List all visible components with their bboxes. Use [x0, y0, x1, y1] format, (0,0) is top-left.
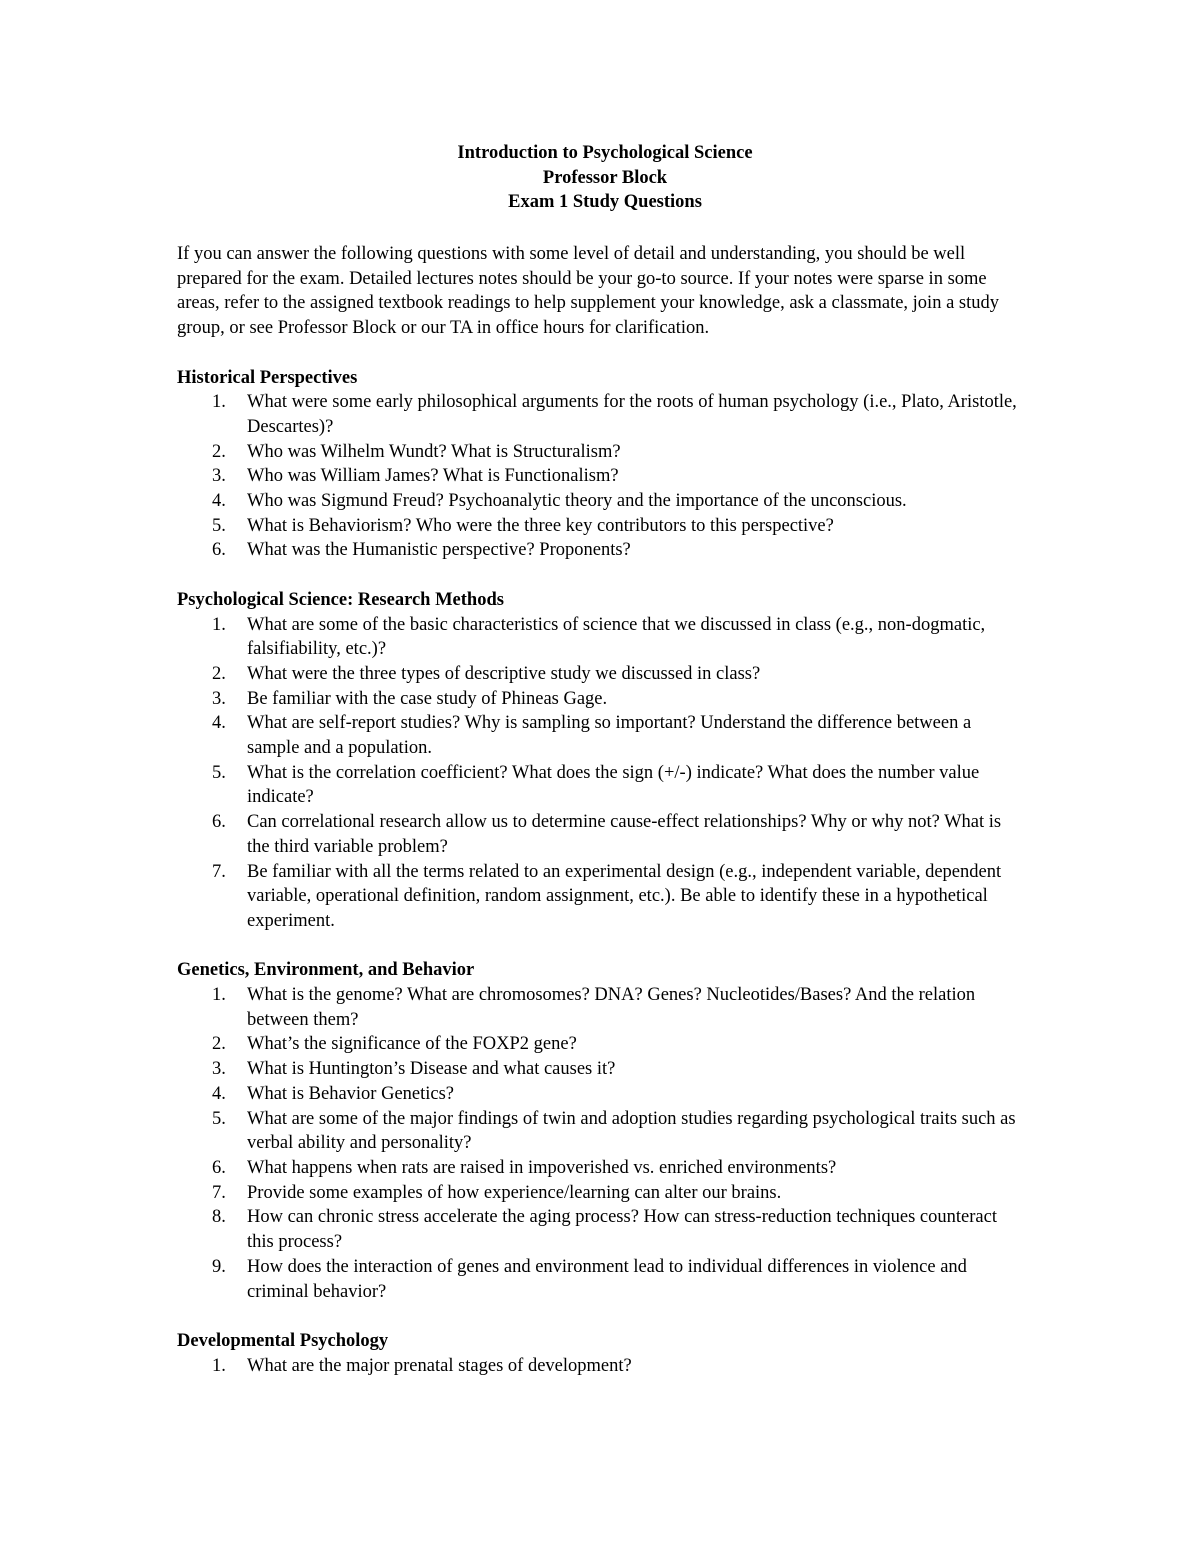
- question-list: [177, 390, 1037, 563]
- professor-name: Professor Block: [542, 167, 668, 188]
- question-item: [177, 711, 1027, 760]
- question-number: 7.: [212, 1182, 226, 1203]
- question-text: What were the three types of descriptive study we discussed in class?: [247, 663, 761, 684]
- question-number: 4.: [212, 713, 226, 734]
- question-item: [177, 489, 1027, 514]
- question-number: 7.: [212, 861, 226, 882]
- question-item: [177, 514, 1027, 539]
- section: [177, 958, 1037, 1304]
- question-item: [177, 1057, 1027, 1082]
- document-title-block: [173, 141, 1037, 215]
- question-text: How can chronic stress accelerate the aging process? How can stress-reduction techniques counteract this process?: [247, 1207, 997, 1253]
- question-number: 2.: [212, 1034, 226, 1055]
- section: [177, 366, 1037, 564]
- question-number: 1.: [212, 614, 226, 635]
- question-item: [177, 440, 1027, 465]
- question-number: 5.: [212, 515, 226, 536]
- question-number: 2.: [212, 663, 226, 684]
- section-heading: Developmental Psychology: [177, 1330, 389, 1351]
- question-text: What are the major prenatal stages of development?: [247, 1355, 632, 1376]
- question-item: [177, 810, 1027, 859]
- question-text: What happens when rats are raised in impoverished vs. enriched environments?: [247, 1157, 837, 1178]
- section-heading: Psychological Science: Research Methods: [177, 589, 504, 610]
- question-item: [177, 1032, 1027, 1057]
- question-number: 3.: [212, 1059, 226, 1080]
- question-number: 5.: [212, 1108, 226, 1129]
- question-number: 5.: [212, 762, 226, 783]
- question-text: Who was Wilhelm Wundt? What is Structuralism?: [247, 441, 621, 462]
- question-number: 3.: [212, 688, 226, 709]
- question-text: Who was William James? What is Functionalism?: [247, 466, 619, 487]
- question-number: 1.: [212, 985, 226, 1006]
- section: [177, 588, 1037, 934]
- question-number: 3.: [212, 466, 226, 487]
- question-number: 1.: [212, 1355, 226, 1376]
- question-text: Be familiar with the case study of Phineas Gage.: [247, 688, 608, 709]
- question-item: [177, 1255, 1027, 1304]
- question-item: [177, 464, 1027, 489]
- question-text: What’s the significance of the FOXP2 gene?: [247, 1034, 577, 1055]
- question-text: What is the correlation coefficient? What does the sign (+/-) indicate? What does the number value indicate?: [247, 762, 980, 808]
- section-heading: Historical Perspectives: [177, 367, 358, 388]
- question-item: [177, 613, 1027, 662]
- question-item: [177, 761, 1027, 810]
- question-list: [177, 983, 1037, 1304]
- question-item: [177, 538, 1027, 563]
- question-text: Can correlational research allow us to determine cause-effect relationships? Why or why not? What is the third variable problem?: [247, 812, 1002, 857]
- question-text: Provide some examples of how experience/learning can alter our brains.: [247, 1182, 782, 1203]
- question-list: [177, 613, 1037, 934]
- question-number: 4.: [212, 491, 226, 512]
- question-text: What is Behavior Genetics?: [247, 1083, 455, 1104]
- question-text: What were some early philosophical arguments for the roots of human psychology (i.e., Plato, Aristotle, Descartes)?: [247, 392, 1017, 437]
- question-item: [177, 390, 1027, 439]
- course-title: Introduction to Psychological Science: [457, 143, 753, 163]
- question-text: What are some of the major findings of twin and adoption studies regarding psychological traits such as verbal ability and personality?: [247, 1108, 1016, 1154]
- exam-title: Exam 1 Study Questions: [508, 192, 702, 213]
- question-number: 9.: [212, 1256, 226, 1277]
- question-item: [177, 983, 1027, 1032]
- intro-paragraph: If you can answer the following questions with some level of detail and understanding, you should be well prepared for the exam. Detailed lectures notes should be your go-to source. If your notes were sparse in some areas, refer to the assigned textbook readings to help supplement your knowledge, ask a classmate, join a study group, or see Professor Block or our TA in office hours for clarification.: [177, 244, 999, 339]
- section: [177, 1329, 1037, 1378]
- question-item: [177, 1354, 1027, 1379]
- question-number: 8.: [212, 1207, 226, 1228]
- document-page: [177, 141, 1037, 1378]
- question-item: [177, 1107, 1027, 1156]
- question-number: 4.: [212, 1083, 226, 1104]
- question-number: 6.: [212, 812, 226, 833]
- question-number: 6.: [212, 540, 226, 561]
- question-text: What are self-report studies? Why is sampling so important? Understand the difference between a sample and a population.: [247, 713, 972, 759]
- section-heading: Genetics, Environment, and Behavior: [177, 960, 475, 981]
- question-item: [177, 860, 1027, 934]
- question-text: What is the genome? What are chromosomes? DNA? Genes? Nucleotides/Bases? And the relation between them?: [247, 985, 976, 1030]
- question-list: [177, 1354, 1037, 1379]
- question-item: [177, 1205, 1027, 1254]
- question-text: What was the Humanistic perspective? Proponents?: [247, 540, 631, 561]
- question-item: [177, 1082, 1027, 1107]
- question-item: [177, 662, 1027, 687]
- question-item: [177, 1156, 1027, 1181]
- question-text: Who was Sigmund Freud? Psychoanalytic theory and the importance of the unconscious.: [247, 491, 907, 512]
- question-number: 2.: [212, 441, 226, 462]
- question-text: What is Huntington’s Disease and what causes it?: [247, 1059, 616, 1080]
- question-text: What are some of the basic characteristics of science that we discussed in class (e.g., non-dogmatic, falsifiability, etc.)?: [247, 614, 986, 660]
- sections-container: [177, 366, 1037, 1379]
- question-text: What is Behaviorism? Who were the three key contributors to this perspective?: [247, 515, 834, 536]
- question-text: How does the interaction of genes and environment lead to individual differences in violence and criminal behavior?: [247, 1256, 967, 1302]
- question-item: [177, 687, 1027, 712]
- question-item: [177, 1181, 1027, 1206]
- question-number: 1.: [212, 392, 226, 413]
- question-number: 6.: [212, 1157, 226, 1178]
- question-text: Be familiar with all the terms related to an experimental design (e.g., independent variable, dependent variable, operational definition, random assignment, etc.). Be able to identify these in a hypothetical experiment.: [247, 861, 1002, 931]
